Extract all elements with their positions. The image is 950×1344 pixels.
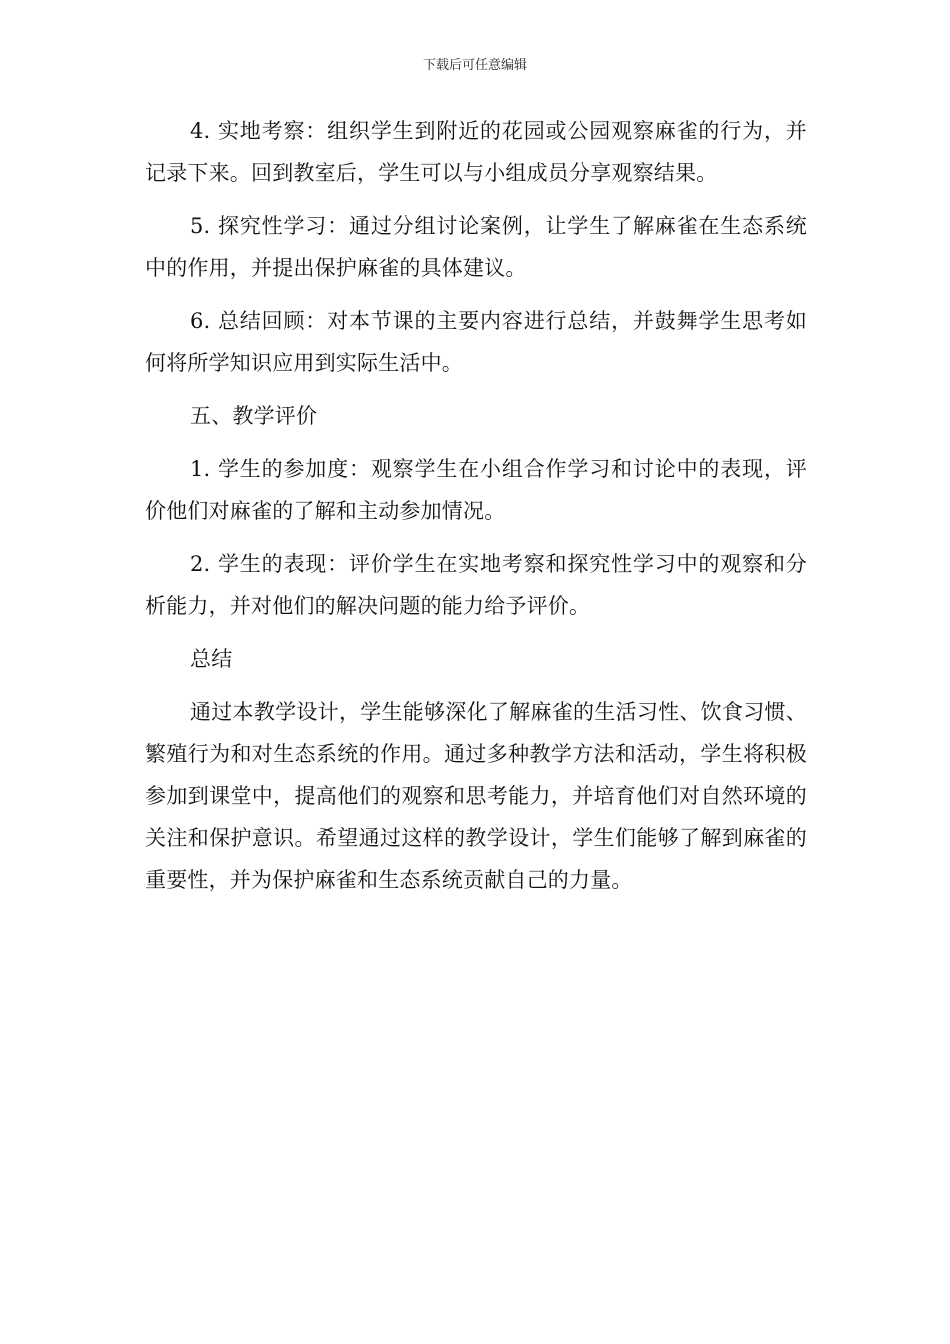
paragraph-performance: 2. 学生的表现：评价学生在实地考察和探究性学习中的观察和分析能力，并对他们的解决问题的能力给予评价。 [145,552,807,618]
paragraph-field-observation: 4. 实地考察：组织学生到附近的花园或公园观察麻雀的行为，并记录下来。回到教室后，学生可以与小组成员分享观察结果。 [145,119,807,185]
paragraph-inquiry-learning: 5. 探究性学习：通过分组讨论案例，让学生了解麻雀在生态系统中的作用，并提出保护麻雀的具体建议。 [145,214,807,280]
section-heading-evaluation: 五、教学评价 [190,404,318,428]
document-body [145,110,807,912]
page-header: 下载后可任意编辑 [422,58,527,73]
section-heading-conclusion: 总结 [190,647,233,671]
paragraph-summary-review: 6. 总结回顾：对本节课的主要内容进行总结，并鼓舞学生思考如何将所学知识应用到实际生活中。 [145,309,807,375]
paragraph-participation: 1. 学生的参加度：观察学生在小组合作学习和讨论中的表现，评价他们对麻雀的了解和主动参加情况。 [145,457,807,523]
paragraph-conclusion: 通过本教学设计，学生能够深化了解麻雀的生活习性、饮食习惯、繁殖行为和对生态系统的作用。通过多种教学方法和活动，学生将积极参加到课堂中，提高他们的观察和思考能力，并培育他们对自然环境的关注和保护意识。希望通过这样的教学设计，学生们能够了解到麻雀的重要性，并为保护麻雀和生态系统贡献自己的力量。 [145,700,807,892]
